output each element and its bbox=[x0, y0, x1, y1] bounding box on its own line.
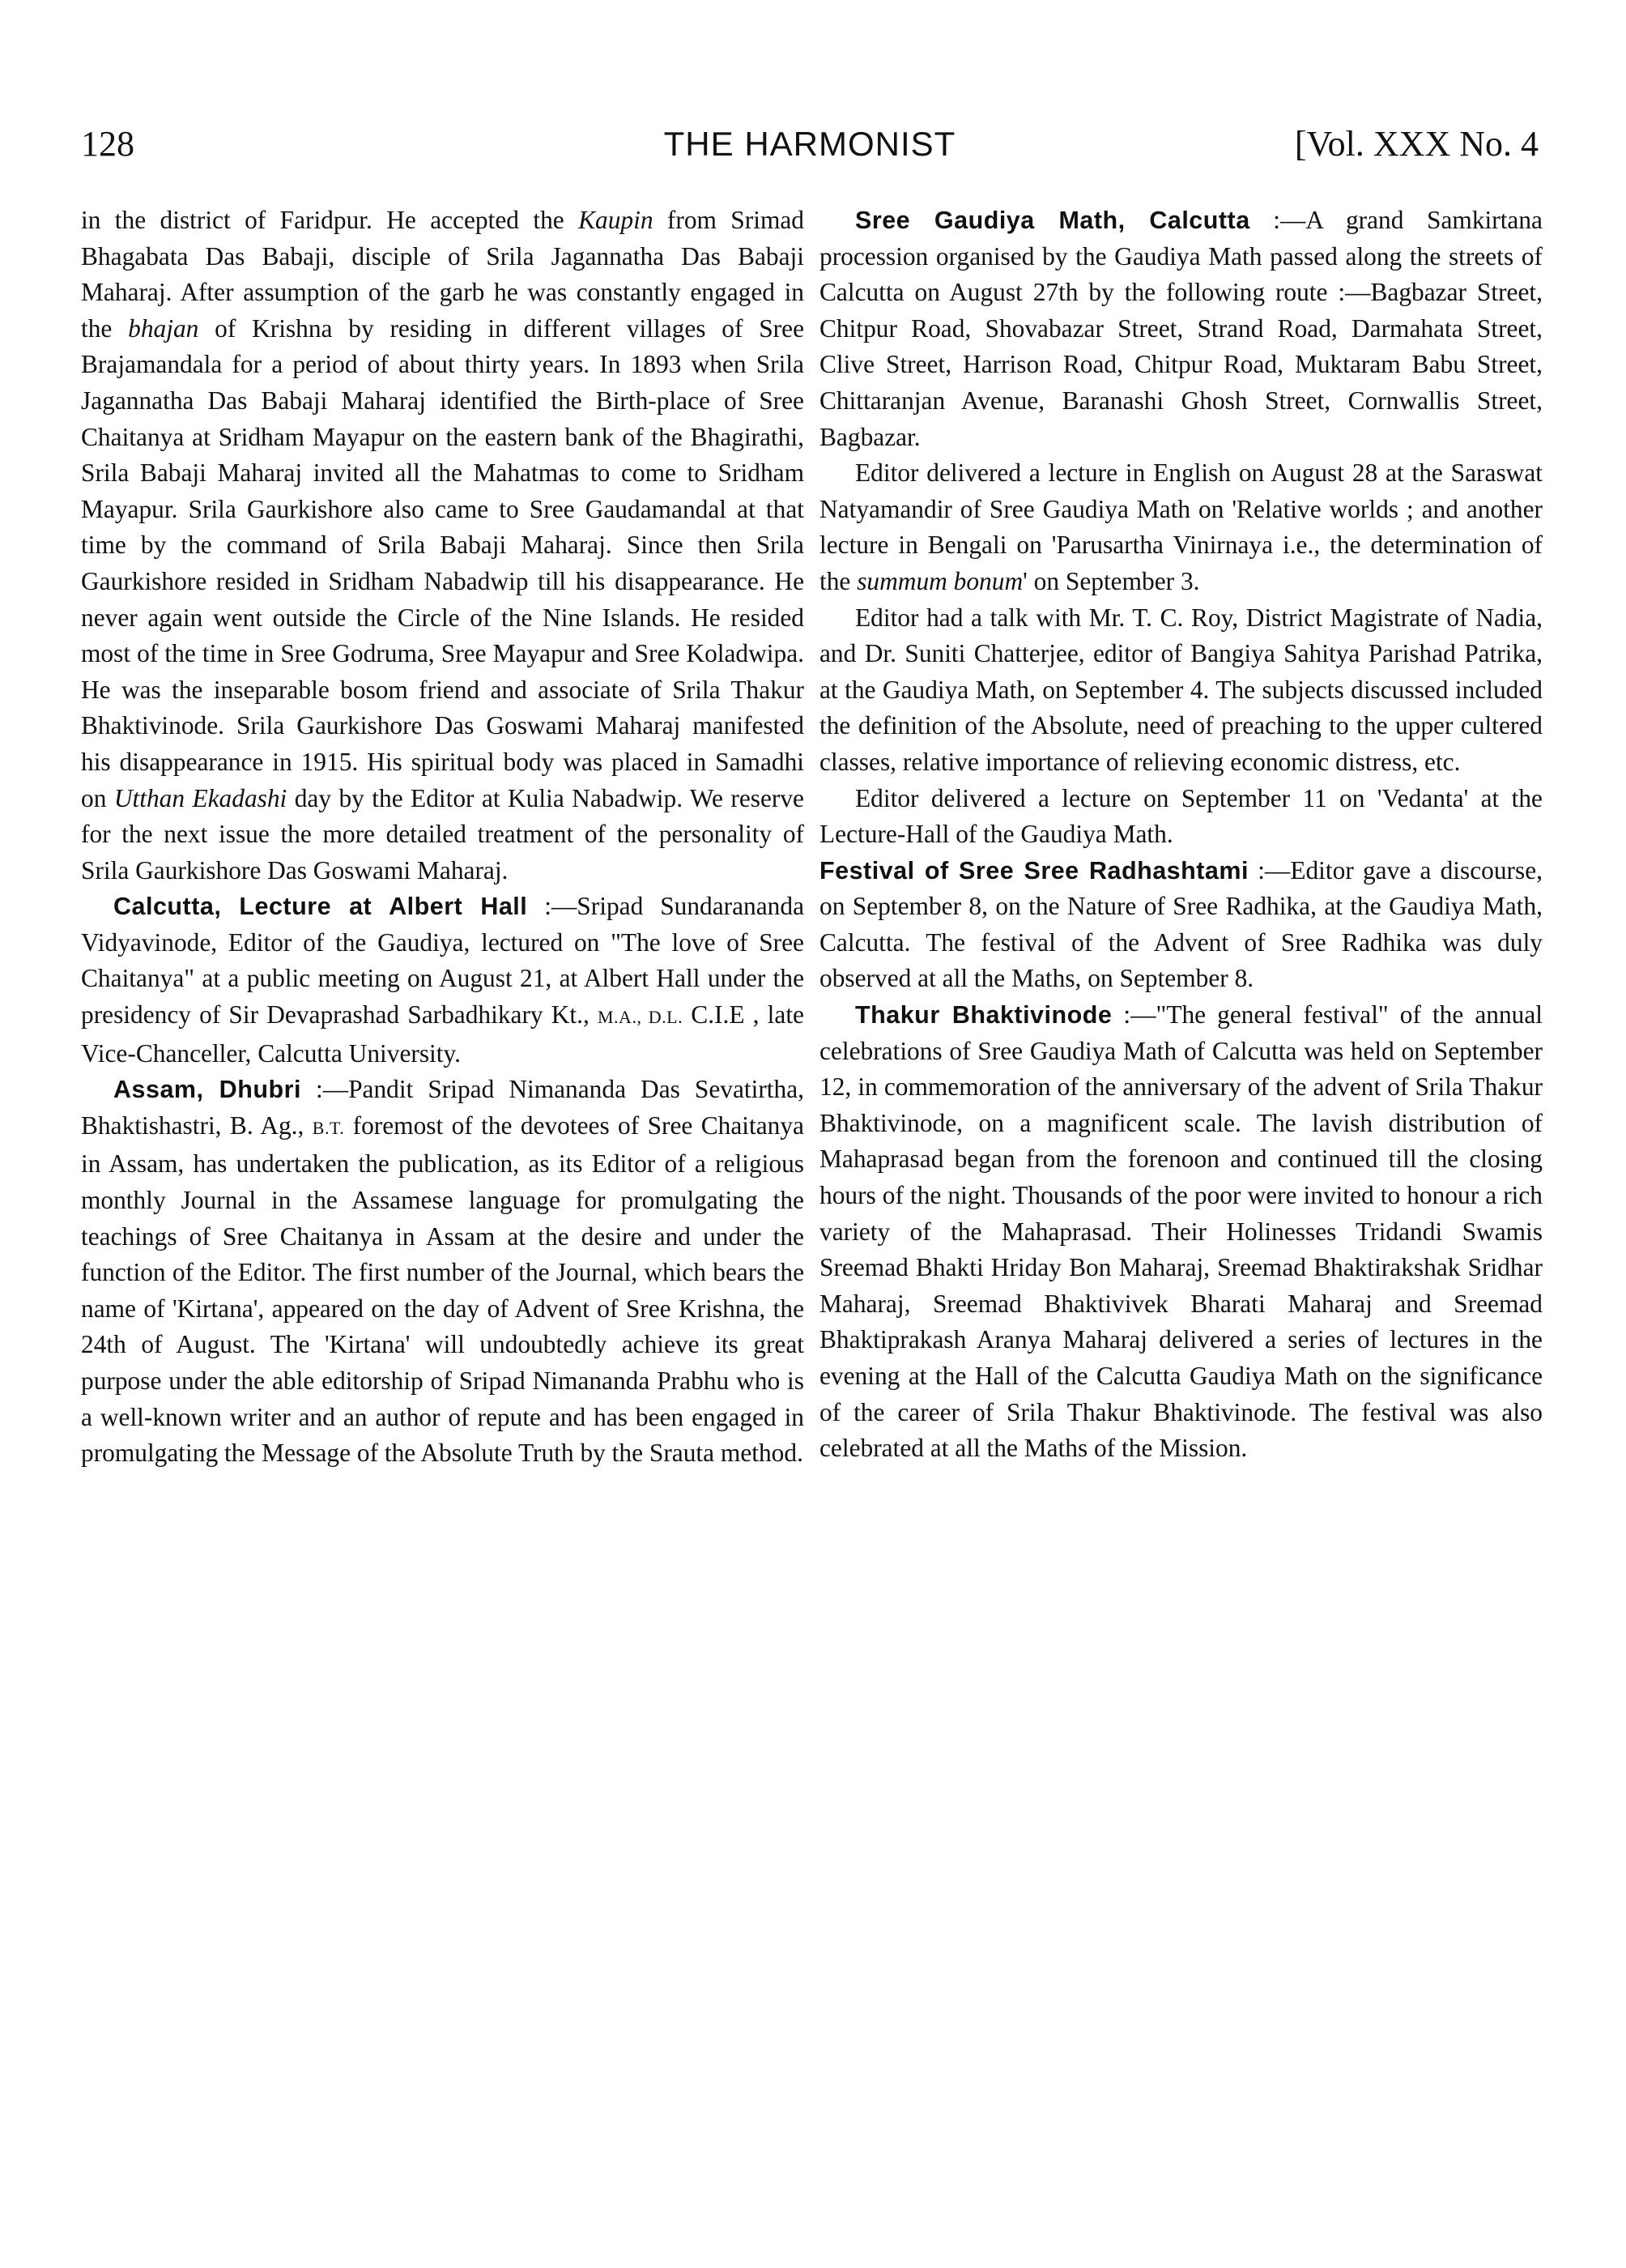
italic-term: Utthan Ekadashi bbox=[113, 783, 287, 812]
left-column bbox=[81, 202, 804, 1472]
paragraph-text: from Srimad Bhagabata Das Babaji, disciple of Srila Jagannatha Das Babaji Maharaj. After assumption of the garb he was constantly engaged in the bbox=[81, 206, 804, 343]
section-heading: Assam, Dhubri bbox=[113, 1076, 301, 1104]
paragraph-text: Editor delivered a lecture on September 11 on 'Vedanta' at the Lecture-Hall of the Gaudiya Math. bbox=[819, 783, 1543, 849]
magistrate-talk-paragraph bbox=[819, 600, 1543, 781]
degree-abbreviation: B.T. bbox=[312, 1117, 345, 1138]
gaurkishore-paragraph bbox=[81, 202, 804, 889]
section-heading: Festival of Sree Sree Radhashtami bbox=[819, 856, 1249, 885]
albert-hall-paragraph bbox=[81, 889, 804, 1072]
section-heading: Calcutta, Lecture at Albert Hall bbox=[113, 893, 528, 921]
radhashtami-paragraph bbox=[819, 853, 1543, 997]
volume-label: [Vol. XXX No. 4 bbox=[1294, 124, 1539, 164]
paragraph-text: ' on September 3. bbox=[1023, 566, 1200, 595]
right-column bbox=[819, 202, 1543, 1467]
paragraph-text: C.I.E , late Vice-Chanceller, Calcutta University. bbox=[81, 1000, 804, 1068]
vedanta-lecture-paragraph bbox=[819, 781, 1543, 853]
section-heading: Sree Gaudiya Math, Calcutta bbox=[855, 207, 1250, 234]
paragraph-text: Editor delivered a lecture in English on August 28 at the Saraswat Natyamandir of Sree Gaudiya Math on 'Relative worlds ; and another lecture in Bengali on 'Parusartha Vinirnaya i.e., the determination of the bbox=[819, 458, 1543, 595]
paragraph-text: :—Pandit Sripad Nimananda Das Sevatirtha, Bhaktishastri, B. Ag., bbox=[81, 1075, 804, 1140]
degree-abbreviation: M.A., D.L. bbox=[598, 1007, 683, 1028]
paragraph-text: :—Editor gave a discourse, on September 8, on the Nature of Sree Radhika, at the Gaudiya Math, Calcutta. The festival of the Advent of Sree Radhika was duly observed at all the Maths, on September 8. bbox=[819, 855, 1543, 993]
italic-term: bhajan bbox=[128, 313, 199, 343]
page-header bbox=[81, 120, 1539, 168]
paragraph-text: foremost of the devotees of Sree Chaitanya in Assam, has undertaken the publication, as its Editor of a religious monthly Journal in the Assamese language for promulgating the teachings of Sree Chaitanya in Assam at the desire and under the function of the Editor. The first number of the Journal, which bears the name of 'Kirtana', appeared on the day of Advent of Sree Krishna, the 24th of August. The 'Kirtana' will undoubtedly achieve its great purpose under the able editorship of Sripad Nimananda Prabhu who is a well-known writer and an author of repute and has been engaged in promulgating the Message of the Absolute Truth by the Srauta method. bbox=[81, 1111, 804, 1468]
italic-term: Kaupin bbox=[578, 206, 653, 234]
paragraph-text: of Krishna by residing in different villages of Sree Brajamandala for a period of about thirty years. In 1893 when Srila Jagannatha Das Babaji Maharaj identified the Birth-place of Sree Chaitanya at Sridham Mayapur on the eastern bank of the Bhagirathi, Srila Babaji Maharaj invited all the Mahatmas to come to Sridham Mayapur. Srila Gaurkishore also came to Sree Gaudamandal at that time by the command of Srila Babaji Maharaj. Since then Srila Gaurkishore resided in Sridham Nabadwip till his disappearance. He never again went outside the Circle of the Nine Islands. He resided most of the time in Sree Godruma, Sree Mayapur and Sree Koladwipa. He was the inseparable bosom friend and associate of Srila Thakur Bhaktivinode. Srila Gaurkishore Das Goswami Maharaj manifested his disappearance in 1915. His spiritual body was placed in Samadhi on bbox=[81, 313, 805, 812]
paragraph-text: Editor had a talk with Mr. T. C. Roy, District Magistrate of Nadia, and Dr. Suniti Chatterjee, editor of Bangiya Sahitya Parishad Patrika, at the Gaudiya Math, on September 4. The subjects discussed included the definition of the Absolute, need of preaching to the upper cultered classes, relative importance of relieving economic distress, etc. bbox=[819, 603, 1543, 776]
assam-dhubri-paragraph bbox=[81, 1072, 804, 1472]
paragraph-text: day by the Editor at Kulia Nabadwip. We reserve for the next issue the more detailed treatment of the personality of Srila Gaurkishore Das Goswami Maharaj. bbox=[81, 783, 804, 885]
paragraph-text: in the district of Faridpur. He accepted the bbox=[81, 206, 579, 234]
paragraph-text: :—"The general festival" of the annual celebrations of Sree Gaudiya Math of Calcutta was held on September 12, in commemoration of the anniversary of the advent of Srila Thakur Bhaktivinode, on a magnificent scale. The lavish distribution of Mahaprasad began from the forenoon and continued till the closing hours of the night. Thousands of the poor were invited to honour a rich variety of the Mahaprasad. Their Holinesses Tridandi Swamis Sreemad Bhakti Hriday Bon Maharaj, Sreemad Bhaktirakshak Sridhar Maharaj, Sreemad Bhaktivivek Bharati Maharaj and Sreemad Bhaktiprakash Aranya Maharaj delivered a series of lectures in the evening at the Hall of the Calcutta Gaudiya Math on the significance of the career of Srila Thakur Bhaktivinode. The festival was also celebrated at all the Maths of the Mission. bbox=[819, 1000, 1543, 1463]
section-heading: Thakur Bhaktivinode bbox=[855, 1001, 1113, 1030]
italic-term: summum bonum bbox=[857, 566, 1024, 595]
journal-title: THE HARMONIST bbox=[663, 125, 956, 163]
page-number: 128 bbox=[81, 124, 134, 164]
bhaktivinode-festival-paragraph bbox=[819, 997, 1543, 1467]
gaudiya-math-paragraph bbox=[819, 202, 1543, 455]
paragraph-text: :—Sripad Sundarananda Vidyavinode, Editor of the Gaudiya, lectured on "The love of Sree Chaitanya" at a public meeting on August 21, at Albert Hall under the presidency of Sir Devaprashad Sarbadhikary Kt., bbox=[81, 892, 805, 1030]
paragraph-text: :—A grand Samkirtana procession organised by the Gaudiya Math passed along the streets of Calcutta on August 27th by the following route :—Bagbazar Street, Chitpur Road, Shovabazar Street, Strand Road, Darmahata Street, Clive Street, Harrison Road, Chitpur Road, Muktaram Babu Street, Chittaranjan Avenue, Baranashi Ghosh Street, Cornwallis Street, Bagbazar. bbox=[819, 206, 1543, 451]
lecture-august-paragraph bbox=[819, 455, 1543, 599]
